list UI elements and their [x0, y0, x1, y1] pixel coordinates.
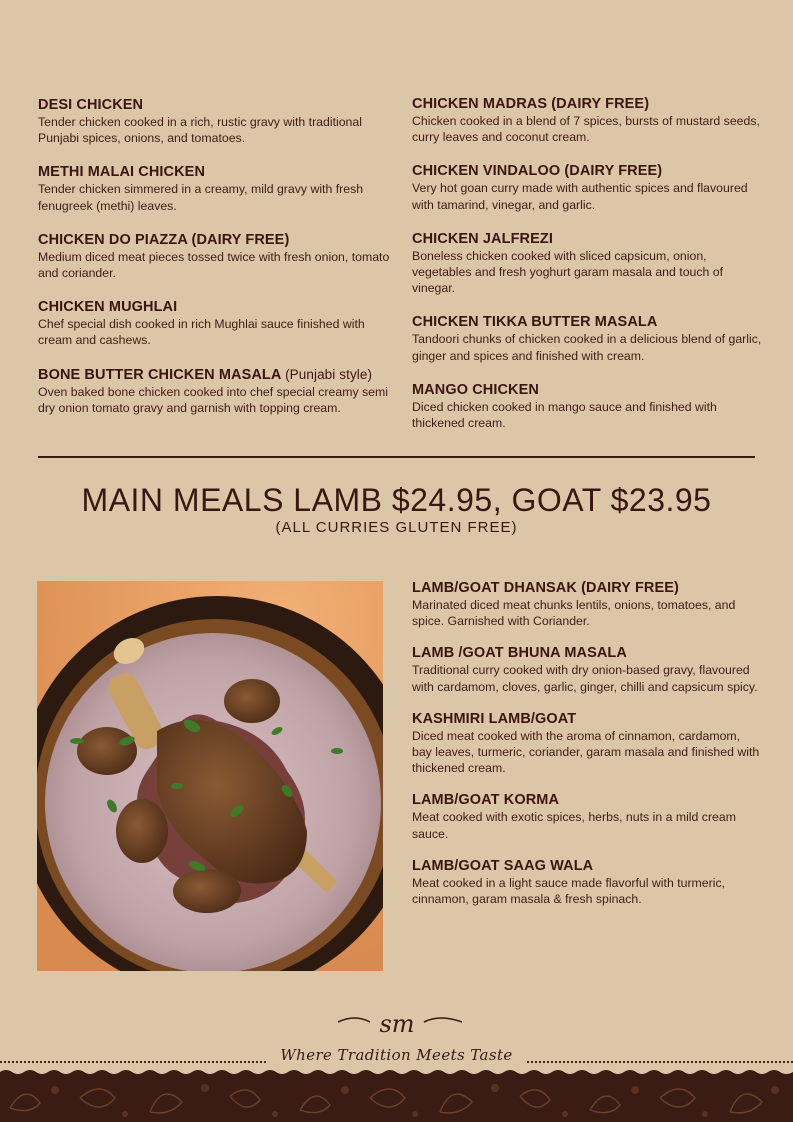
menu-item-description: Oven baked bone chicken cooked into chef special creamy semi dry onion tomato gravy and garnish with topping cream. [38, 384, 388, 415]
menu-item [412, 162, 762, 212]
menu-item [38, 366, 394, 416]
lamb-menu-column [412, 579, 762, 922]
decorative-border-band [0, 1068, 793, 1122]
menu-item-name: CHICKEN MUGHLAI [38, 299, 178, 316]
menu-item-description: Tender chicken cooked in a rich, rustic gravy with traditional Punjabi spices, onions, and tomatoes. [38, 115, 362, 146]
menu-item [38, 298, 394, 348]
menu-item-description: Marinated diced meat chunks lentils, onions, tomatoes, and spice. Garnished with Coriander. [412, 598, 736, 629]
lamb-shank-curry-illustration [37, 581, 383, 971]
logo-text: sm [379, 1010, 415, 1038]
menu-item-name: KASHMIRI LAMB/GOAT [412, 710, 577, 727]
tagline: Where Tradition Meets Taste [280, 1046, 513, 1064]
menu-item-name: CHICKEN VINDALOO (DAIRY FREE) [412, 163, 663, 180]
section-title: MAIN MEALS LAMB $24.95, GOAT $23.95 [81, 482, 712, 518]
menu-item-note: (Punjabi style) [285, 366, 373, 382]
menu-item-description: Diced meat cooked with the aroma of cinnamon, cardamom, bay leaves, turmeric, coriander, garam masala and finished with thickened cream. [412, 728, 760, 776]
footer-dotted-line-left [0, 1061, 266, 1063]
menu-item-name: CHICKEN MADRAS (DAIRY FREE) [412, 96, 650, 112]
menu-item-name: LAMB/GOAT SAAG WALA [412, 857, 594, 874]
menu-item [412, 381, 762, 431]
logo-flourish-icon [0, 1008, 793, 1042]
menu-item-description: Traditional curry cooked with dry onion-based gravy, flavoured with cardamom, cloves, garlic, ginger, chilli and capsicum spicy. [412, 663, 758, 694]
menu-item-description: Chicken cooked in a blend of 7 spices, bursts of mustard seeds, curry leaves and coconut cream. [412, 114, 760, 145]
menu-item-name: LAMB/GOAT DHANSAK (DAIRY FREE) [412, 580, 679, 596]
paisley-pattern-icon [0, 1068, 793, 1122]
menu-item-description: Boneless chicken cooked with sliced capsicum, onion, vegetables and fresh yoghurt garam masala and touch of vinegar. [412, 248, 724, 296]
menu-item [412, 710, 762, 777]
menu-item-description: Chef special dish cooked in rich Mughlai sauce finished with cream and cashews. [38, 317, 365, 348]
menu-item [412, 95, 762, 145]
menu-item [412, 791, 762, 841]
menu-item-name: CHICKEN JALFREZI [412, 230, 553, 247]
section-divider [38, 456, 755, 458]
menu-item [412, 579, 762, 629]
menu-item [38, 163, 394, 213]
menu-item [412, 857, 762, 907]
menu-item-name: CHICKEN DO PIAZZA (DAIRY FREE) [38, 231, 290, 248]
lamb-shank-curry-photo [37, 581, 383, 971]
menu-item-description: Meat cooked in a light sauce made flavorful with turmeric, cinnamon, garam masala & fresh spinach. [412, 875, 726, 907]
menu-item-description: Diced chicken cooked in mango sauce and finished with thickened cream. [412, 399, 717, 431]
footer-dotted-line-right [527, 1061, 793, 1063]
chicken-menu-left-column [38, 96, 394, 433]
menu-item-name-row [38, 366, 394, 384]
restaurant-logo [0, 1008, 793, 1042]
menu-item-description: Meat cooked with exotic spices, herbs, nuts in a mild cream sauce. [412, 810, 736, 841]
menu-item-name: BONE BUTTER CHICKEN MASALA [38, 366, 281, 383]
menu-item [412, 644, 762, 694]
menu-item-name: METHI MALAI CHICKEN [38, 164, 206, 181]
menu-item-name: CHICKEN TIKKA BUTTER MASALA [412, 314, 658, 331]
menu-item [412, 230, 762, 297]
menu-item-description: Tandoori chunks of chicken cooked in a delicious blend of garlic, ginger and spices and finished with cream. [412, 332, 762, 363]
menu-item-description: Very hot goan curry made with authentic spices and flavoured with tamarind, vinegar, and garlic. [412, 181, 748, 212]
menu-item-name: MANGO CHICKEN [412, 381, 539, 398]
menu-item-description: Medium diced meat pieces tossed twice with fresh onion, tomato and coriander. [38, 249, 390, 281]
section-subtitle: (ALL CURRIES GLUTEN FREE) [275, 519, 518, 536]
menu-item [38, 96, 394, 146]
menu-item-name: LAMB/GOAT KORMA [412, 792, 560, 809]
menu-item-name: DESI CHICKEN [38, 97, 144, 113]
menu-item-name: LAMB /GOAT BHUNA MASALA [412, 645, 627, 662]
menu-item [38, 231, 394, 281]
menu-item [412, 313, 762, 363]
menu-item-description: Tender chicken simmered in a creamy, mild gravy with fresh fenugreek (methi) leaves. [38, 182, 364, 213]
chicken-menu-right-column [412, 95, 762, 448]
